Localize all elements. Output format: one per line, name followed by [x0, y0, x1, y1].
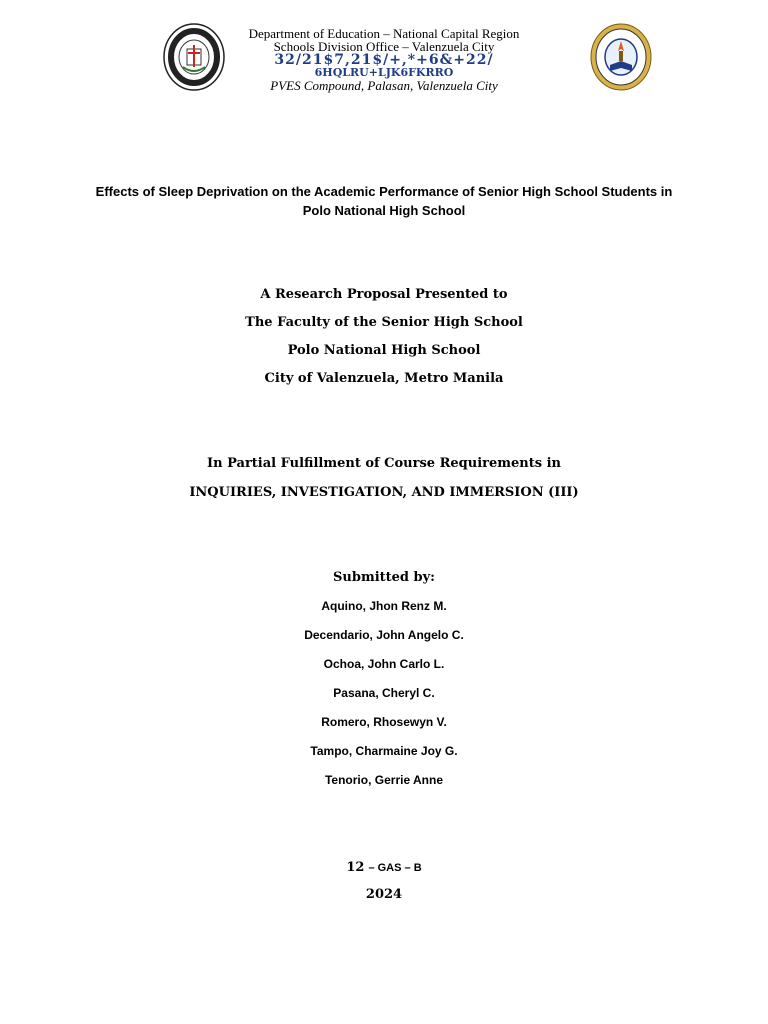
author-name: Aquino, Jhon Renz M. [321, 599, 447, 613]
year: 2024 [365, 887, 403, 902]
course-name: INQUIRIES, INVESTIGATION, AND IMMERSION (III) [189, 485, 579, 500]
author-name: Pasana, Cheryl C. [333, 686, 435, 700]
header-department: Department of Education – National Capital Region [248, 26, 520, 41]
proposal-line: Polo National High School [287, 343, 481, 358]
header-division-office: Schools Division Office – Valenzuela City [273, 39, 495, 54]
author-name: Decendario, John Angelo C. [304, 628, 464, 642]
header-school-subtitle: 6HQLRU+LJK6FKRRO [314, 66, 454, 79]
author-name: Ochoa, John Carlo L. [323, 657, 445, 671]
research-title-line-2: Polo National High School [302, 203, 466, 218]
author-name: Romero, Rhosewyn V. [321, 715, 447, 729]
grade-section [0, 858, 768, 876]
proposal-line: The Faculty of the Senior High School [245, 315, 523, 330]
header-address: PVES Compound, Palasan, Valenzuela City [270, 78, 498, 93]
author-name: Tenorio, Gerrie Anne [324, 773, 444, 787]
proposal-line: A Research Proposal Presented to [260, 287, 508, 302]
submitted-by-label: Submitted by: [333, 570, 435, 585]
header-school-name: 32/21$7,21$/+,*+6&+22/ [274, 52, 494, 68]
grade-number: 12 [346, 860, 365, 875]
proposal-line: City of Valenzuela, Metro Manila [264, 371, 504, 386]
research-title-line-1: Effects of Sleep Deprivation on the Academic Performance of Senior High School Students in [95, 184, 673, 199]
strand-section: – GAS – B [368, 862, 422, 874]
fulfillment-line-1: In Partial Fulfillment of Course Requirements in [207, 456, 561, 471]
author-name: Tampo, Charmaine Joy G. [310, 744, 458, 758]
